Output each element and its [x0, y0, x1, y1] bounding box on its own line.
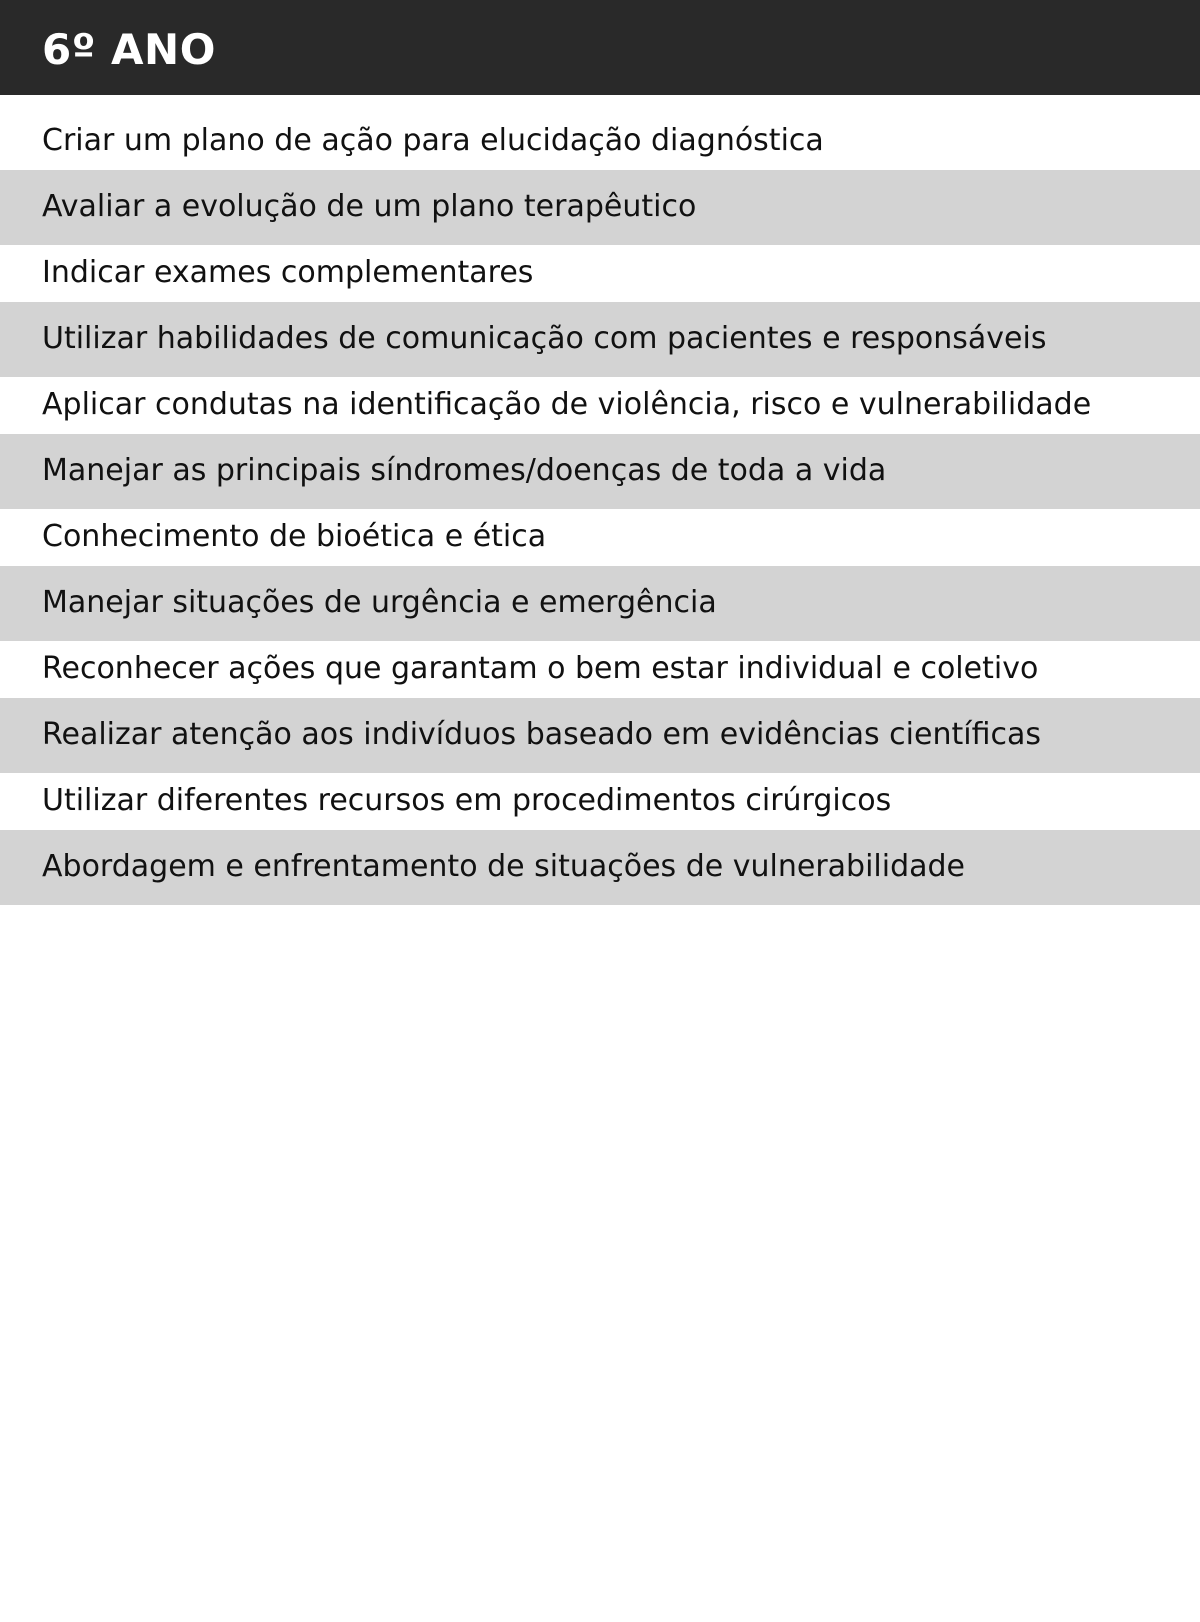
list-item	[0, 434, 1200, 509]
list-item	[0, 170, 1200, 245]
header-bar	[0, 0, 1200, 95]
list-item	[0, 302, 1200, 377]
page-title: 6º ANO	[42, 25, 216, 74]
list-item-label: Indicar exames complementares	[42, 255, 534, 290]
list-item-label: Reconhecer ações que garantam o bem estar individual e coletivo	[42, 651, 1039, 686]
list-item-label: Conhecimento de bioética e ética	[42, 519, 547, 554]
list-item-label: Abordagem e enfrentamento de situações de vulnerabilidade	[42, 849, 966, 884]
list-item-label: Manejar situações de urgência e emergência	[42, 585, 717, 620]
list-item-label: Manejar as principais síndromes/doenças de toda a vida	[42, 453, 887, 488]
list-item-label: Utilizar habilidades de comunicação com pacientes e responsáveis	[42, 321, 1047, 356]
list-item	[0, 108, 1200, 174]
list-item	[0, 830, 1200, 905]
list-item-label: Aplicar condutas na identificação de violência, risco e vulnerabilidade	[42, 387, 1092, 422]
list-item-label: Criar um plano de ação para elucidação diagnóstica	[42, 123, 824, 158]
competency-list	[0, 108, 1200, 900]
list-item	[0, 566, 1200, 641]
list-item	[0, 768, 1200, 834]
list-item	[0, 698, 1200, 773]
list-item	[0, 240, 1200, 306]
list-item	[0, 372, 1200, 438]
list-item	[0, 504, 1200, 570]
list-item	[0, 636, 1200, 702]
list-item-label: Avaliar a evolução de um plano terapêutico	[42, 189, 697, 224]
list-item-label: Realizar atenção aos indivíduos baseado em evidências científicas	[42, 717, 1041, 752]
list-item-label: Utilizar diferentes recursos em procedimentos cirúrgicos	[42, 783, 892, 818]
